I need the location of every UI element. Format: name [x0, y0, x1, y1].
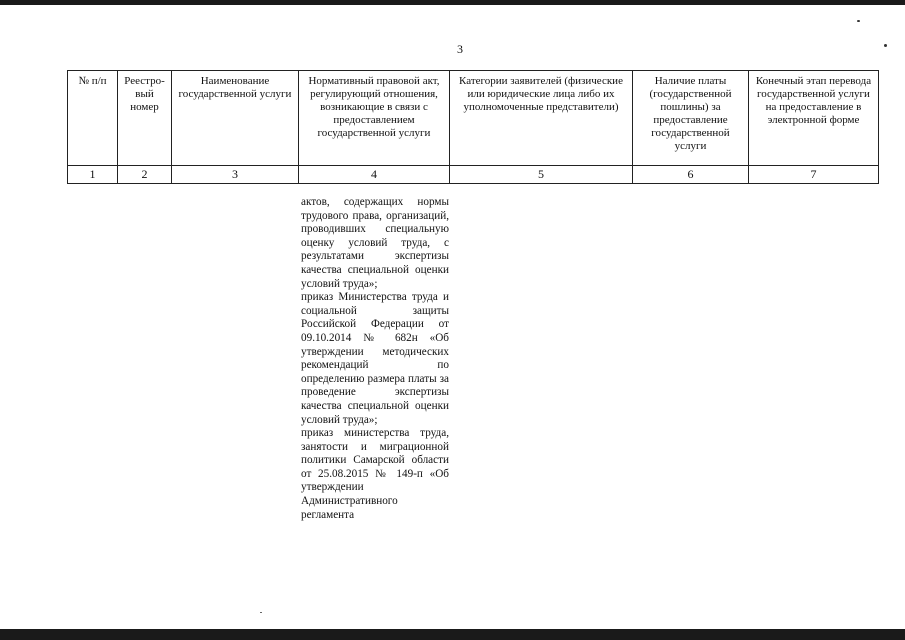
bottom-scan-border [0, 629, 905, 640]
page-number: 3 [457, 42, 463, 56]
column-number-cell: 3 [172, 166, 299, 184]
header-cell-fee: Наличие платы (государственной пошлины) за предоставление государственной услуги [633, 71, 749, 166]
header-cell-number: № п/п [68, 71, 118, 166]
continuation-paragraph: актов, содержащих нормы трудового права, организаций, проводивших специальную оценку условий труда, с результатами экспертизы качества специальной оценки условий труда»; [301, 196, 449, 290]
header-cell-registry-number: Реестро-вый номер [118, 71, 172, 166]
services-table [67, 70, 879, 184]
table-header-row [68, 71, 879, 166]
header-cell-service-name: Наименование государственной услуги [172, 71, 299, 166]
column-number-row [68, 166, 879, 184]
column-number-cell: 4 [299, 166, 450, 184]
header-cell-legal-act: Нормативный правовой акт, регулирующий отношения, возникающие в связи с предоставлением государственной услуги [299, 71, 450, 166]
header-cell-final-stage: Конечный этап перевода государственной услуги на предоставление в электронной форме [749, 71, 879, 166]
column-number-cell: 2 [118, 166, 172, 184]
column-number-cell: 1 [68, 166, 118, 184]
header-cell-applicant-categories: Категории заявителей (физические или юридические лица либо их уполномоченные представители) [450, 71, 633, 166]
continuation-paragraph: приказ Министерства труда и социальной защиты Российской Федерации от 09.10.2014 № 682н «Об утверждении методических рекомендаций по определению размера платы за проведение экспертизы качества специальной оценки условий труда»; [301, 291, 449, 426]
column-number-cell: 5 [450, 166, 633, 184]
legal-act-continuation-text [301, 196, 449, 522]
column-number-cell: 6 [633, 166, 749, 184]
column-number-cell: 7 [749, 166, 879, 184]
top-scan-border [0, 0, 905, 5]
continuation-paragraph: приказ министерства труда, занятости и миграционной политики Самарской области от 25.08.2015 № 149-п «Об утверждении Административного регламента [301, 427, 449, 521]
